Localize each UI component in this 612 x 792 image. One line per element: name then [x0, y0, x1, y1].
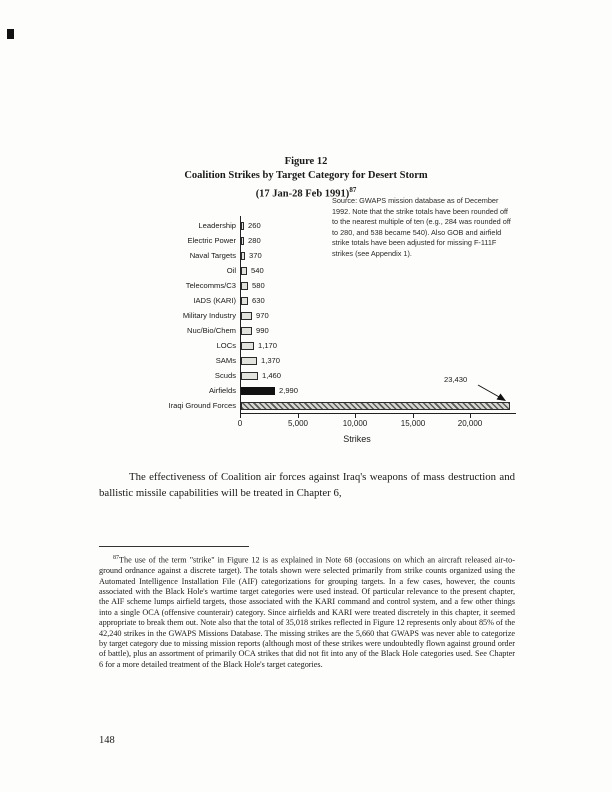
bar [241, 342, 254, 350]
bar [241, 402, 510, 410]
bar-area [241, 338, 528, 353]
category-label: IADS (KARI) [193, 296, 236, 305]
bar-value-label: 540 [251, 266, 264, 275]
chart-row [148, 398, 528, 413]
x-tick-label: 10,000 [342, 419, 368, 428]
bar-value-label: 280 [248, 236, 261, 245]
y-axis-line [240, 216, 241, 414]
x-tick-mark [298, 414, 299, 418]
category-label: LOCs [216, 341, 236, 350]
chart-row [148, 218, 528, 233]
bar [241, 312, 252, 320]
bar-area [241, 398, 528, 413]
footnote-text: The use of the term "strike" in Figure 12 is as explained in Note 68 (occasions on which an aircraft released air-to-ground ordnance against a discrete target). The totals shown were selected primarily from strike counts organized using the Automated Intelligence Installation File (AIF) categorizations for grouping targets. In a few cases, however, the counts associated with the Black Hole's wartime target categories were used instead. Of particular relevance to the present chapter, the AIF scheme lumps airfield targets, those associated with the KARI command and control system, and a few other things into a single OCA (offensive counterair) category. Since airfields and KARI were treated discretely in this chapter, it seemed appropriate to break them out. Note also that the total of 35,018 strikes reflected in Figure 12 represents only about 85% of the 42,240 strikes in the GWAPS Missions Database. The missing strikes are the 5,660 that GWAPS was never able to categorize by target category due to missing mission reports (although most of these strikes were undoubtedly flown against ground order of battle), plus an assortment of primarily OCA strikes that did not fit into any of the Black Hole categories used. See Chapter 6 for a more detailed treatment of the Black Hole's target categories. [99, 555, 515, 669]
category-label: SAMs [215, 356, 236, 365]
bar-value-label: 630 [252, 296, 265, 305]
bar-area [241, 233, 528, 248]
x-axis-title: Strikes [343, 434, 371, 444]
x-tick-label: 20,000 [457, 419, 483, 428]
bar-area [241, 248, 528, 263]
footnote-marker: 87 [113, 555, 119, 561]
figure-number: Figure 12 [284, 156, 328, 167]
chart-row [148, 233, 528, 248]
bar-area [241, 323, 528, 338]
figure-title [0, 155, 612, 202]
body-paragraph: The effectiveness of Coalition air forces against Iraq's weapons of mass destruction and ballistic missile capabilities will be treated in Chapter 6, [99, 471, 515, 499]
page-number: 148 [99, 735, 115, 746]
scan-artifact [7, 29, 14, 39]
bar-value-label: 370 [249, 251, 262, 260]
x-tick-mark [413, 414, 414, 418]
bar [241, 267, 247, 275]
bar-area [241, 278, 528, 293]
figure-title-text: Coalition Strikes by Target Category for Desert Storm [184, 170, 428, 181]
title-footnote-marker: 87 [349, 186, 357, 194]
bar-area [241, 353, 528, 368]
chart-row [148, 383, 528, 398]
x-tick-mark [470, 414, 471, 418]
bar [241, 252, 245, 260]
x-tick-label: 5,000 [287, 419, 309, 428]
chart-rows [148, 218, 528, 413]
x-tick-mark [240, 414, 241, 418]
chart-row [148, 308, 528, 323]
chart-row [148, 323, 528, 338]
bar [241, 297, 248, 305]
footnote-rule [99, 546, 249, 547]
chart-row [148, 278, 528, 293]
bar-chart [148, 218, 528, 458]
bar [241, 237, 244, 245]
category-label: Scuds [214, 371, 236, 380]
bar [241, 357, 257, 365]
bar-value-label: 260 [248, 221, 261, 230]
x-tick-mark [355, 414, 356, 418]
bar-value-label: 990 [256, 326, 269, 335]
bar-annotation-label: 23,430 [444, 375, 468, 384]
bar-value-label: 2,990 [279, 386, 299, 395]
bar-area [241, 308, 528, 323]
source-note: Source: GWAPS mission database as of December 1992. Note that the strike totals have been rounded off to the nearest multiple of ten (e.g., 284 was rounded off to 280, and 538 became 540). Also GOB and airfield strike totals have been adjusted for missing F-111F strikes (see Appendix 1). [332, 196, 511, 258]
bar [241, 222, 244, 230]
chart-row [148, 353, 528, 368]
bar [241, 387, 275, 395]
bar-area [241, 383, 528, 398]
figure-title-dates: (17 Jan-28 Feb 1991)$^{87}$ [255, 186, 357, 200]
bar-value-label: 1,460 [262, 371, 282, 380]
chart-row [148, 263, 528, 278]
category-label: Naval Targets [189, 251, 236, 260]
category-label: Airfields [208, 386, 236, 395]
bar-area [241, 263, 528, 278]
x-tick-label: 15,000 [400, 419, 426, 428]
chart-row [148, 248, 528, 263]
bar-value-label: 970 [256, 311, 269, 320]
bar-area [241, 218, 528, 233]
bar-area [241, 293, 528, 308]
chart-row [148, 368, 528, 383]
bar-value-label: 580 [252, 281, 265, 290]
category-label: Military Industry [182, 311, 236, 320]
bar-value-label: 1,170 [258, 341, 278, 350]
footnote [99, 553, 515, 670]
category-label: Iraqi Ground Forces [168, 401, 236, 410]
bar [241, 372, 258, 380]
x-axis-line [240, 413, 516, 414]
category-label: Telecomms/C3 [185, 281, 236, 290]
x-tick-label: 0 [237, 419, 243, 428]
bar [241, 282, 248, 290]
chart-row [148, 293, 528, 308]
category-label: Oil [226, 266, 236, 275]
category-label: Nuc/Bio/Chem [187, 326, 236, 335]
category-label: Leadership [198, 221, 236, 230]
category-label: Electric Power [187, 236, 236, 245]
bar-area [241, 368, 528, 383]
bar-value-label: 1,370 [261, 356, 281, 365]
chart-row [148, 338, 528, 353]
bar [241, 327, 252, 335]
